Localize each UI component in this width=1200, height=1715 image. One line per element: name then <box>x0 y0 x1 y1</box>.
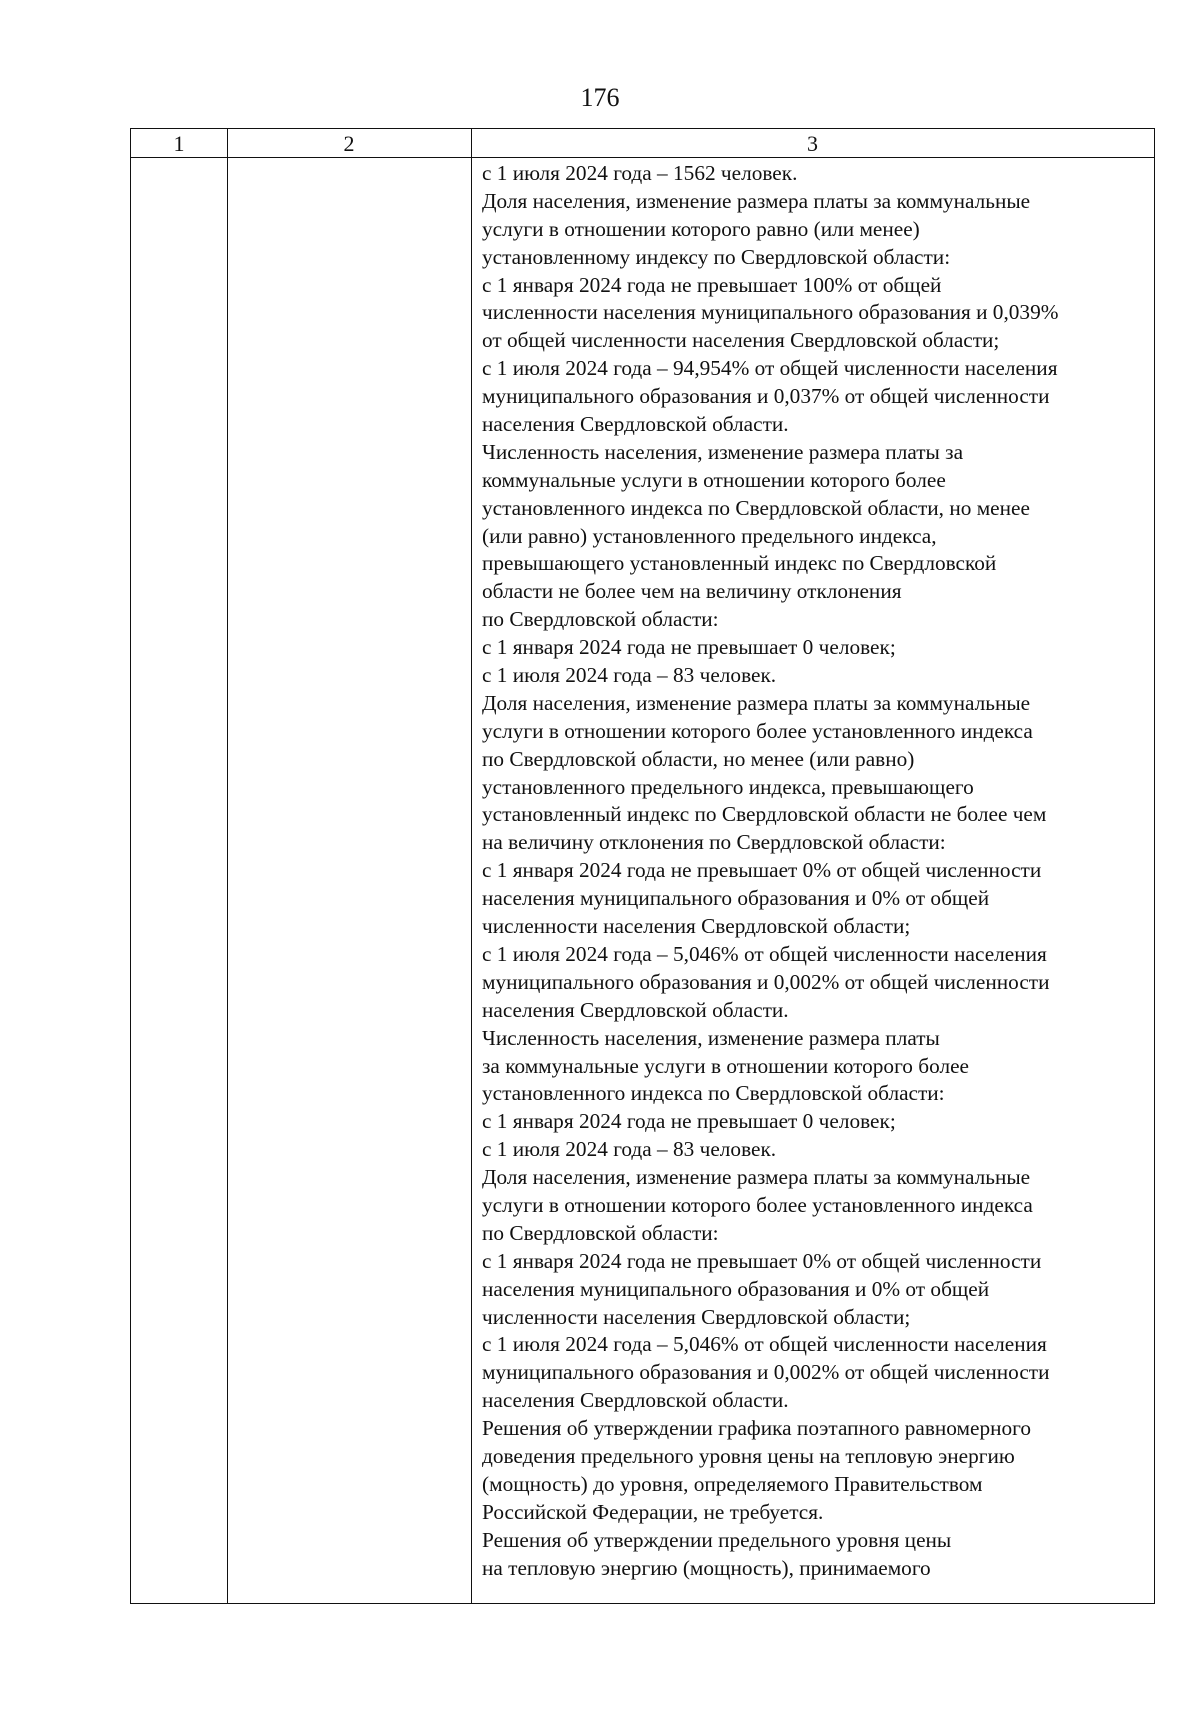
text-line: установленного индекса по Свердловской области, но менее <box>482 495 1030 520</box>
column-header-3: 3 <box>807 131 818 156</box>
text-line: доведения предельного уровня цены на тепловую энергию <box>482 1443 1015 1468</box>
text-line: Доля населения, изменение размера платы за коммунальные <box>482 690 1031 715</box>
document-table <box>130 128 1155 1604</box>
text-line: области не более чем на величину отклонения <box>482 579 902 604</box>
column-header-2: 2 <box>343 131 355 156</box>
text-line: населения Свердловской области. <box>482 997 789 1022</box>
text-line: с 1 июля 2024 года – 1562 человек. <box>482 161 798 185</box>
text-line: муниципального образования и 0,002% от общей численности <box>482 969 1050 994</box>
column-header-1: 1 <box>173 131 185 156</box>
text-line: Доля населения, изменение размера платы за коммунальные <box>482 188 1031 213</box>
text-line: установленного предельного индекса, превышающего <box>482 774 974 799</box>
text-line: муниципального образования и 0,002% от общей численности <box>482 1360 1050 1385</box>
text-line: на тепловую энергию (мощность), принимаемого <box>482 1555 931 1580</box>
text-line: по Свердловской области: <box>482 1220 719 1245</box>
column-3-text <box>482 160 1150 1603</box>
text-line: с 1 января 2024 года не превышает 0 человек; <box>482 1109 896 1134</box>
text-line: с 1 июля 2024 года – 94,954% от общей численности населения <box>482 356 1058 381</box>
text-line: услуги в отношении которого равно (или менее) <box>482 216 920 241</box>
text-line: по Свердловской области: <box>482 607 719 632</box>
text-line: услуги в отношении которого более установленного индекса <box>482 1192 1033 1217</box>
text-line: численности населения Свердловской области; <box>482 1304 911 1329</box>
text-line: (мощность) до уровня, определяемого Правительством <box>482 1471 983 1496</box>
text-line: услуги в отношении которого более установленного индекса <box>482 718 1033 743</box>
text-line: населения Свердловской области. <box>482 1388 789 1413</box>
text-line: с 1 января 2024 года не превышает 0% от общей численности <box>482 1248 1042 1273</box>
text-line: с 1 января 2024 года не превышает 0 человек; <box>482 635 896 660</box>
text-line: муниципального образования и 0,037% от общей численности <box>482 384 1050 409</box>
text-line: с 1 июля 2024 года – 5,046% от общей численности населения <box>482 1332 1047 1357</box>
text-line: по Свердловской области, но менее (или равно) <box>482 746 915 771</box>
text-line: численности населения Свердловской области; <box>482 914 911 939</box>
text-line: населения Свердловской области. <box>482 412 789 437</box>
text-line: населения муниципального образования и 0% от общей <box>482 1276 990 1301</box>
text-line: с 1 июля 2024 года – 83 человек. <box>482 663 777 688</box>
text-line: (или равно) установленного предельного индекса, <box>482 523 937 548</box>
text-line: Решения об утверждении предельного уровня цены <box>482 1527 952 1552</box>
text-line: населения муниципального образования и 0% от общей <box>482 886 990 911</box>
text-line: на величину отклонения по Свердловской области: <box>482 830 946 855</box>
text-line: установленный индекс по Свердловской области не более чем <box>482 802 1047 827</box>
page-number: 176 <box>580 83 620 112</box>
text-line: Численность населения, изменение размера платы <box>482 1025 940 1050</box>
text-line: от общей численности населения Свердловской области; <box>482 328 1000 353</box>
text-line: за коммунальные услуги в отношении которого более <box>482 1053 969 1078</box>
column-divider <box>471 129 472 1603</box>
text-line: коммунальные услуги в отношении которого более <box>482 467 946 492</box>
text-line: с 1 июля 2024 года – 83 человек. <box>482 1137 777 1162</box>
text-line: численности населения муниципального образования и 0,039% <box>482 300 1059 325</box>
text-line: с 1 января 2024 года не превышает 100% от общей <box>482 272 942 297</box>
text-line: Доля населения, изменение размера платы за коммунальные <box>482 1165 1031 1190</box>
header-divider <box>131 157 1154 158</box>
text-line: Решения об утверждении графика поэтапного равномерного <box>482 1416 1032 1441</box>
column-divider <box>227 129 228 1603</box>
text-line: установленного индекса по Свердловской области: <box>482 1081 945 1106</box>
text-line: Российской Федерации, не требуется. <box>482 1499 824 1524</box>
text-line: с 1 января 2024 года не превышает 0% от общей численности <box>482 858 1042 883</box>
text-line: превышающего установленный индекс по Свердловской <box>482 551 997 576</box>
text-line: с 1 июля 2024 года – 5,046% от общей численности населения <box>482 941 1047 966</box>
text-line: установленному индексу по Свердловской области: <box>482 244 951 269</box>
text-line: Численность населения, изменение размера платы за <box>482 439 964 464</box>
